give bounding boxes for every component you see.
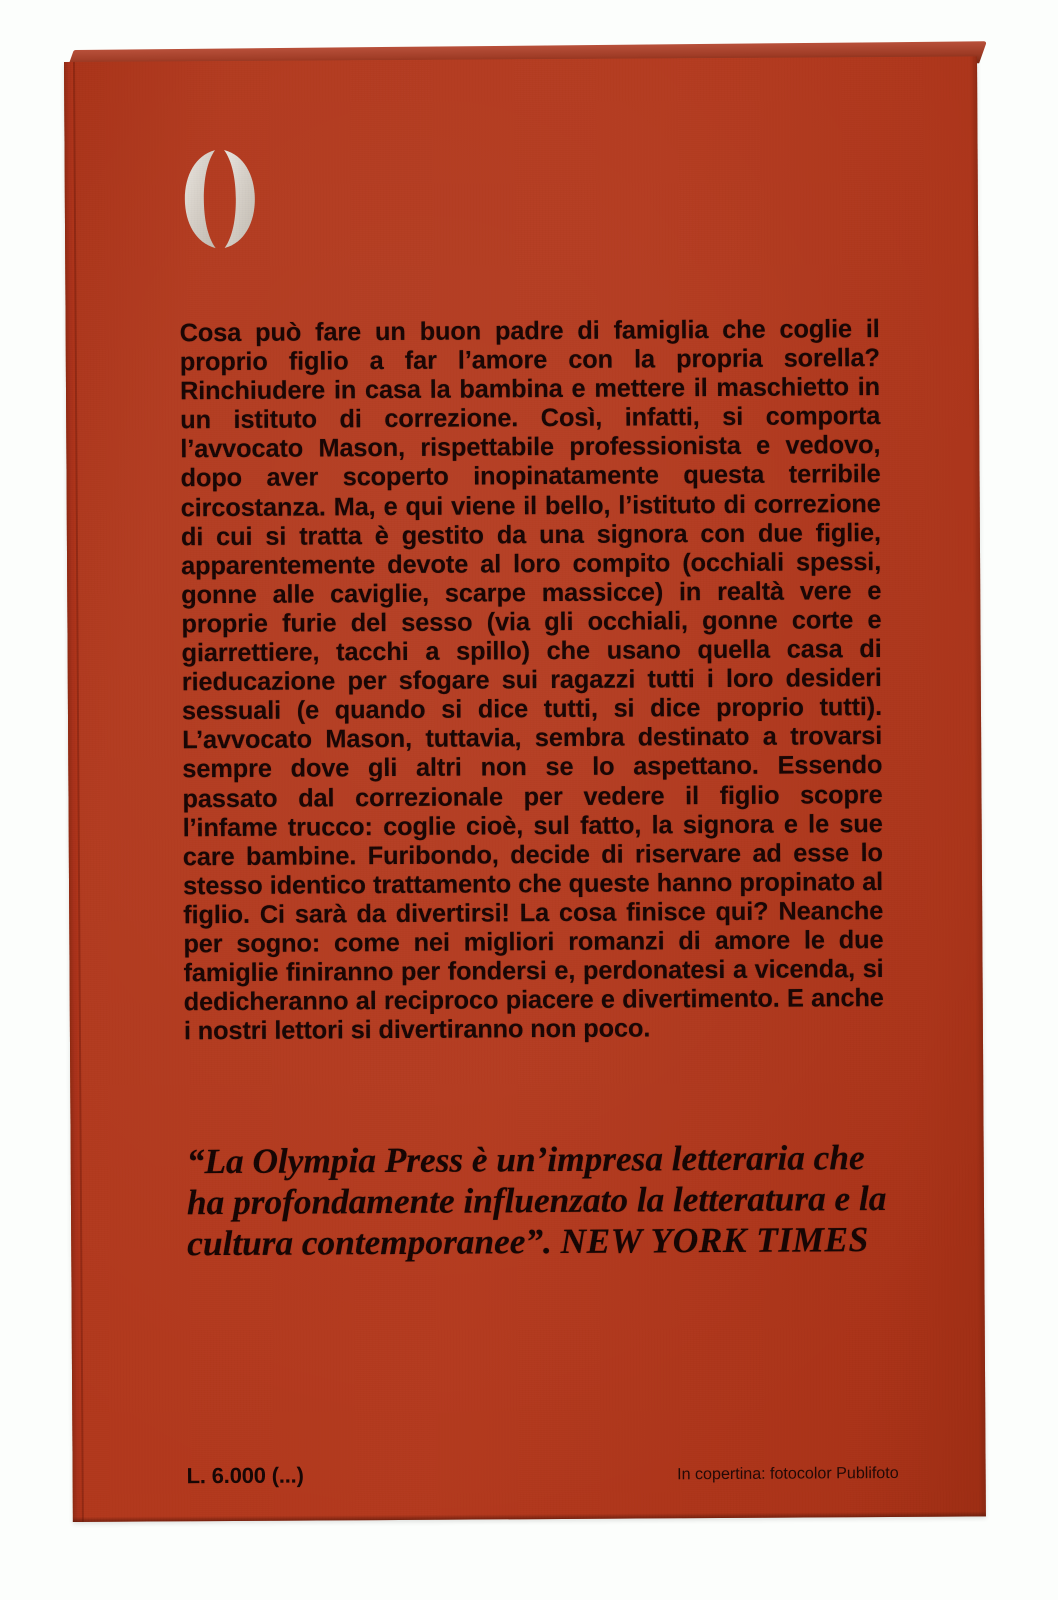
pull-quote-source: NEW YORK TIMES: [560, 1219, 869, 1261]
price-label: L. 6.000 (...): [186, 1462, 304, 1489]
cover-footer: [187, 1459, 899, 1491]
publisher-logo: [182, 145, 259, 253]
logo-left-crescent: [185, 150, 216, 248]
pull-quote: [187, 1137, 894, 1264]
pull-quote-text: “La Olympia Press è un’impresa letteraria che ha profondamente influenzato la letteratura e la cultura contemporanee”.: [186, 1137, 887, 1264]
blurb-paragraph: Cosa può fare un buon padre di famiglia che coglie il proprio figlio a far l’amore con la propria sorella? Rinchiudere in casa la bambina e mettere il maschietto in un istituto di correzione. Così, infatti, si comporta l’avvocato Mason, rispettabile professionista e vedovo, dopo aver scoperto inopinatamente questa terribile circostanza. Ma, e qui viene il bello, l’istituto di correzione di cui si tratta è gestito da una signora con due figlie, apparentemente devote al loro compito (occhiali spessi, gonne alle caviglie, scarpe massicce) in realtà vere e proprie furie del sesso (via gli occhiali, gonne corte e giarrettiere, tacchi a spillo) che usano quella casa di rieducazione per sfogare sui ragazzi tutti i loro desideri sessuali (e quando si dice tutti, si dice proprio tutti). L’avvocato Mason, tuttavia, sembra destinato a trovarsi sempre dove gli altri non se lo aspettano. Essendo passato dal correzionale per vedere il figlio scopre l’infame trucco: coglie cioè, sul fatto, la signora e le sue care bambine. Furibondo, decide di riservare ad esse lo stesso identico trattamento che queste hanno propinato al figlio. Ci sarà da divertirsi! La cosa finisce qui? Neanche per sogno: come nei migliori romanzi di amore le due famiglie finiranno per fondersi e, perdonatesi a vicenda, si dedicheranno al reciproco piacere e divertimento. E anche i nostri lettori si divertiranno non poco.: [179, 315, 884, 1046]
cover-photo-credit: In copertina: fotocolor Publifoto: [677, 1463, 899, 1484]
cover-right-edge-shadow: [970, 56, 986, 1516]
book-cover-panel: [64, 56, 986, 1522]
cover-content: [178, 57, 899, 1521]
back-cover-blurb: [180, 315, 884, 1047]
logo-right-crescent: [224, 150, 255, 248]
